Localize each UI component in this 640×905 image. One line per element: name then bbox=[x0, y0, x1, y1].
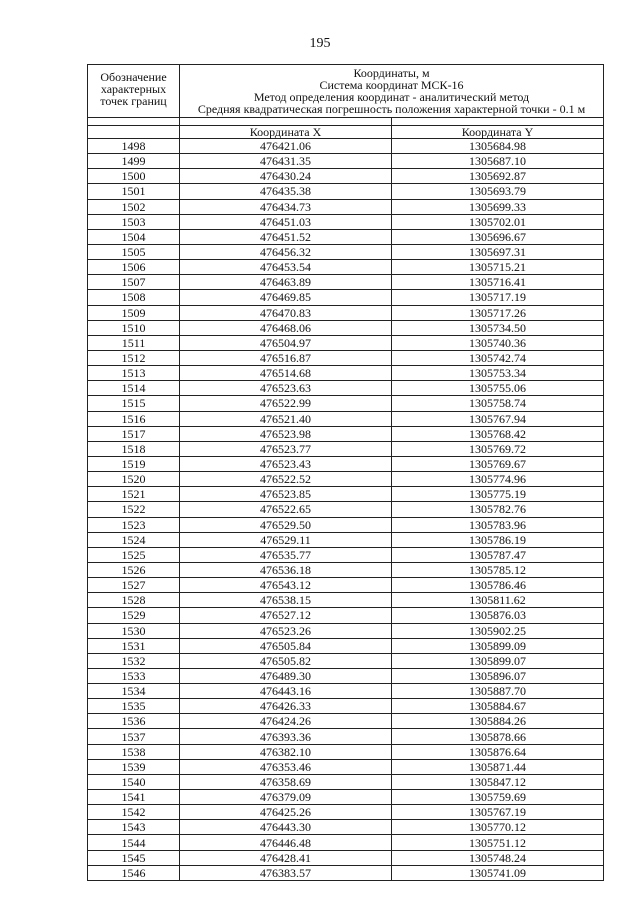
table-row bbox=[88, 517, 604, 532]
header-method: Метод определения координат - аналитический метод bbox=[253, 90, 530, 104]
coordinate-x-cell: 476527.12 bbox=[180, 608, 392, 623]
coordinate-x-cell: 476443.30 bbox=[180, 820, 392, 835]
coordinate-x-cell: 476421.06 bbox=[180, 139, 392, 154]
point-id-cell: 1503 bbox=[88, 214, 180, 229]
coordinate-y-cell: 1305696.67 bbox=[392, 229, 604, 244]
coordinate-y-cell: 1305786.19 bbox=[392, 532, 604, 547]
coordinate-x-cell: 476382.10 bbox=[180, 744, 392, 759]
coordinate-x-cell: 476523.43 bbox=[180, 456, 392, 471]
table-row bbox=[88, 214, 604, 229]
table-row bbox=[88, 275, 604, 290]
coordinate-x-cell: 476463.89 bbox=[180, 275, 392, 290]
coordinate-x-cell: 476536.18 bbox=[180, 562, 392, 577]
coordinate-x-cell: 476529.11 bbox=[180, 532, 392, 547]
coordinate-y-cell: 1305847.12 bbox=[392, 774, 604, 789]
point-id-cell: 1524 bbox=[88, 532, 180, 547]
point-id-cell: 1506 bbox=[88, 260, 180, 275]
coordinate-y-cell: 1305775.19 bbox=[392, 487, 604, 502]
table-row bbox=[88, 820, 604, 835]
point-id-cell: 1543 bbox=[88, 820, 180, 835]
table-row bbox=[88, 729, 604, 744]
coordinate-x-cell: 476514.68 bbox=[180, 366, 392, 381]
coordinate-x-cell: 476538.15 bbox=[180, 593, 392, 608]
point-id-cell: 1507 bbox=[88, 275, 180, 290]
coordinate-y-cell: 1305887.70 bbox=[392, 684, 604, 699]
coordinate-y-cell: 1305884.67 bbox=[392, 699, 604, 714]
point-id-cell: 1505 bbox=[88, 244, 180, 259]
table-row bbox=[88, 744, 604, 759]
coordinate-x-cell: 476470.83 bbox=[180, 305, 392, 320]
point-id-cell: 1541 bbox=[88, 790, 180, 805]
point-id-cell: 1504 bbox=[88, 229, 180, 244]
coordinate-y-cell: 1305787.47 bbox=[392, 547, 604, 562]
table-row bbox=[88, 244, 604, 259]
table-row bbox=[88, 456, 604, 471]
coordinate-y-cell: 1305717.26 bbox=[392, 305, 604, 320]
coordinates-header bbox=[180, 65, 604, 118]
coordinate-x-cell: 476426.33 bbox=[180, 699, 392, 714]
table-row bbox=[88, 139, 604, 154]
header-system: Система координат МСК-16 bbox=[319, 78, 464, 92]
table-row bbox=[88, 532, 604, 547]
coordinate-y-cell: 1305769.67 bbox=[392, 456, 604, 471]
table-row bbox=[88, 487, 604, 502]
coordinate-x-cell: 476522.52 bbox=[180, 472, 392, 487]
table-row bbox=[88, 805, 604, 820]
table-row bbox=[88, 638, 604, 653]
table-row bbox=[88, 320, 604, 335]
coordinate-y-cell: 1305717.19 bbox=[392, 290, 604, 305]
coordinate-y-cell: 1305876.64 bbox=[392, 744, 604, 759]
point-id-cell: 1512 bbox=[88, 350, 180, 365]
coordinate-x-cell: 476446.48 bbox=[180, 835, 392, 850]
coordinate-x-cell: 476535.77 bbox=[180, 547, 392, 562]
coordinate-y-cell: 1305899.09 bbox=[392, 638, 604, 653]
table-row bbox=[88, 184, 604, 199]
coordinate-y-cell: 1305693.79 bbox=[392, 184, 604, 199]
point-label-line: Обозначение bbox=[100, 70, 167, 84]
point-id-cell: 1515 bbox=[88, 396, 180, 411]
coordinate-y-cell: 1305878.66 bbox=[392, 729, 604, 744]
coordinate-y-cell: 1305899.07 bbox=[392, 653, 604, 668]
coordinate-x-cell: 476523.77 bbox=[180, 441, 392, 456]
table-row bbox=[88, 154, 604, 169]
coordinate-x-cell: 476435.38 bbox=[180, 184, 392, 199]
coordinate-y-cell: 1305876.03 bbox=[392, 608, 604, 623]
coordinate-x-cell: 476456.32 bbox=[180, 244, 392, 259]
coordinate-x-cell: 476443.16 bbox=[180, 684, 392, 699]
table-row bbox=[88, 562, 604, 577]
table-row bbox=[88, 199, 604, 214]
coordinate-x-cell: 476434.73 bbox=[180, 199, 392, 214]
point-id-cell: 1539 bbox=[88, 759, 180, 774]
coordinate-y-cell: 1305687.10 bbox=[392, 154, 604, 169]
table-row bbox=[88, 623, 604, 638]
point-id-cell: 1532 bbox=[88, 653, 180, 668]
coordinate-x-cell: 476504.97 bbox=[180, 335, 392, 350]
point-id-cell: 1536 bbox=[88, 714, 180, 729]
point-id-cell: 1499 bbox=[88, 154, 180, 169]
table-row bbox=[88, 578, 604, 593]
coordinate-y-cell: 1305755.06 bbox=[392, 381, 604, 396]
coordinate-y-cell: 1305702.01 bbox=[392, 214, 604, 229]
coordinate-y-cell: 1305902.25 bbox=[392, 623, 604, 638]
table-row bbox=[88, 668, 604, 683]
point-id-cell: 1511 bbox=[88, 335, 180, 350]
coordinate-x-cell: 476358.69 bbox=[180, 774, 392, 789]
coordinate-y-cell: 1305741.09 bbox=[392, 865, 604, 880]
coordinate-y-cell: 1305768.42 bbox=[392, 426, 604, 441]
table-row bbox=[88, 169, 604, 184]
coordinate-x-cell: 476425.26 bbox=[180, 805, 392, 820]
coordinate-x-cell: 476523.26 bbox=[180, 623, 392, 638]
table-row bbox=[88, 790, 604, 805]
coordinate-x-cell: 476523.98 bbox=[180, 426, 392, 441]
coordinate-y-cell: 1305692.87 bbox=[392, 169, 604, 184]
point-id-cell: 1518 bbox=[88, 441, 180, 456]
table-row bbox=[88, 396, 604, 411]
coordinate-x-cell: 476428.41 bbox=[180, 850, 392, 865]
coordinate-x-cell: 476522.99 bbox=[180, 396, 392, 411]
subheader-row bbox=[88, 126, 604, 139]
table-row bbox=[88, 472, 604, 487]
coordinate-y-cell: 1305758.74 bbox=[392, 396, 604, 411]
point-id-cell: 1537 bbox=[88, 729, 180, 744]
coordinate-x-cell: 476430.24 bbox=[180, 169, 392, 184]
table-row bbox=[88, 653, 604, 668]
coordinate-x-cell: 476521.40 bbox=[180, 411, 392, 426]
coordinate-y-cell: 1305742.74 bbox=[392, 350, 604, 365]
table-row bbox=[88, 850, 604, 865]
point-id-cell: 1534 bbox=[88, 684, 180, 699]
coordinate-x-cell: 476353.46 bbox=[180, 759, 392, 774]
table-row bbox=[88, 699, 604, 714]
coordinate-x-cell: 476505.82 bbox=[180, 653, 392, 668]
table-row bbox=[88, 229, 604, 244]
point-id-cell: 1529 bbox=[88, 608, 180, 623]
point-id-cell: 1510 bbox=[88, 320, 180, 335]
coordinate-x-cell: 476529.50 bbox=[180, 517, 392, 532]
coordinates-table bbox=[87, 64, 604, 881]
table-row bbox=[88, 865, 604, 880]
table-row bbox=[88, 714, 604, 729]
coordinate-x-cell: 476516.87 bbox=[180, 350, 392, 365]
table-row bbox=[88, 290, 604, 305]
point-id-cell: 1527 bbox=[88, 578, 180, 593]
point-id-cell: 1535 bbox=[88, 699, 180, 714]
coordinate-x-cell: 476543.12 bbox=[180, 578, 392, 593]
coordinate-x-cell: 476379.09 bbox=[180, 790, 392, 805]
coordinate-y-cell: 1305753.34 bbox=[392, 366, 604, 381]
point-id-cell: 1501 bbox=[88, 184, 180, 199]
header-accuracy: Средняя квадратическая погрешность положения характерной точки - 0.1 м bbox=[197, 102, 586, 116]
coordinate-x-cell: 476383.57 bbox=[180, 865, 392, 880]
point-id-cell: 1540 bbox=[88, 774, 180, 789]
point-id-cell: 1513 bbox=[88, 366, 180, 381]
coordinate-y-cell: 1305783.96 bbox=[392, 517, 604, 532]
table-row bbox=[88, 260, 604, 275]
coordinate-y-cell: 1305774.96 bbox=[392, 472, 604, 487]
coordinate-y-cell: 1305684.98 bbox=[392, 139, 604, 154]
table-row bbox=[88, 608, 604, 623]
coordinate-x-cell: 476505.84 bbox=[180, 638, 392, 653]
coordinate-y-cell: 1305769.72 bbox=[392, 441, 604, 456]
point-id-cell: 1538 bbox=[88, 744, 180, 759]
coordinate-y-cell: 1305871.44 bbox=[392, 759, 604, 774]
point-id-cell: 1526 bbox=[88, 562, 180, 577]
point-id-cell: 1546 bbox=[88, 865, 180, 880]
coordinate-x-cell: 476489.30 bbox=[180, 668, 392, 683]
coordinate-y-cell: 1305884.26 bbox=[392, 714, 604, 729]
point-id-cell: 1517 bbox=[88, 426, 180, 441]
coordinate-y-cell: 1305734.50 bbox=[392, 320, 604, 335]
table-row bbox=[88, 835, 604, 850]
point-label-line: точек границ bbox=[100, 94, 167, 108]
coordinate-y-cell: 1305740.36 bbox=[392, 335, 604, 350]
table-row bbox=[88, 381, 604, 396]
point-label-line: характерных bbox=[100, 82, 167, 96]
point-id-cell: 1533 bbox=[88, 668, 180, 683]
coordinate-y-cell: 1305716.41 bbox=[392, 275, 604, 290]
point-id-cell: 1520 bbox=[88, 472, 180, 487]
point-id-cell: 1521 bbox=[88, 487, 180, 502]
table-row bbox=[88, 684, 604, 699]
table-row bbox=[88, 350, 604, 365]
coordinate-y-cell: 1305811.62 bbox=[392, 593, 604, 608]
table-row bbox=[88, 411, 604, 426]
point-id-cell: 1531 bbox=[88, 638, 180, 653]
point-id-cell: 1500 bbox=[88, 169, 180, 184]
header-row bbox=[88, 65, 604, 118]
coordinate-x-cell: 476451.03 bbox=[180, 214, 392, 229]
coordinate-x-cell: 476523.85 bbox=[180, 487, 392, 502]
point-id-cell: 1519 bbox=[88, 456, 180, 471]
table-row bbox=[88, 305, 604, 320]
coordinate-x-cell: 476393.36 bbox=[180, 729, 392, 744]
coordinate-x-cell: 476522.65 bbox=[180, 502, 392, 517]
coordinate-x-cell: 476468.06 bbox=[180, 320, 392, 335]
header-title: Координаты, м bbox=[353, 66, 430, 80]
table-row bbox=[88, 759, 604, 774]
coordinate-x-cell: 476424.26 bbox=[180, 714, 392, 729]
coordinate-x-cell: 476469.85 bbox=[180, 290, 392, 305]
table-row bbox=[88, 593, 604, 608]
column-y-header: Координата Y bbox=[392, 126, 604, 139]
coordinate-y-cell: 1305767.94 bbox=[392, 411, 604, 426]
coordinate-y-cell: 1305785.12 bbox=[392, 562, 604, 577]
coordinate-y-cell: 1305751.12 bbox=[392, 835, 604, 850]
table-row bbox=[88, 774, 604, 789]
coordinate-y-cell: 1305697.31 bbox=[392, 244, 604, 259]
point-id-cell: 1542 bbox=[88, 805, 180, 820]
table-row bbox=[88, 335, 604, 350]
point-id-cell: 1502 bbox=[88, 199, 180, 214]
point-label-header bbox=[88, 65, 180, 118]
point-id-cell: 1514 bbox=[88, 381, 180, 396]
coordinate-y-cell: 1305748.24 bbox=[392, 850, 604, 865]
table-row bbox=[88, 366, 604, 381]
table-row bbox=[88, 426, 604, 441]
point-id-cell: 1545 bbox=[88, 850, 180, 865]
subheader-empty bbox=[88, 126, 180, 139]
point-id-cell: 1544 bbox=[88, 835, 180, 850]
coordinate-x-cell: 476523.63 bbox=[180, 381, 392, 396]
coordinate-y-cell: 1305699.33 bbox=[392, 199, 604, 214]
coordinate-x-cell: 476451.52 bbox=[180, 229, 392, 244]
point-id-cell: 1530 bbox=[88, 623, 180, 638]
coordinate-y-cell: 1305896.07 bbox=[392, 668, 604, 683]
coordinate-y-cell: 1305782.76 bbox=[392, 502, 604, 517]
coordinate-y-cell: 1305786.46 bbox=[392, 578, 604, 593]
point-id-cell: 1528 bbox=[88, 593, 180, 608]
point-id-cell: 1523 bbox=[88, 517, 180, 532]
point-id-cell: 1509 bbox=[88, 305, 180, 320]
coordinate-y-cell: 1305767.19 bbox=[392, 805, 604, 820]
point-id-cell: 1508 bbox=[88, 290, 180, 305]
blank-cell bbox=[88, 118, 180, 126]
coordinate-x-cell: 476453.54 bbox=[180, 260, 392, 275]
point-id-cell: 1516 bbox=[88, 411, 180, 426]
coordinate-y-cell: 1305770.12 bbox=[392, 820, 604, 835]
page-number: 195 bbox=[309, 36, 331, 51]
column-x-header: Координата X bbox=[180, 126, 392, 139]
table-row bbox=[88, 502, 604, 517]
point-id-cell: 1498 bbox=[88, 139, 180, 154]
coordinate-y-cell: 1305759.69 bbox=[392, 790, 604, 805]
point-id-cell: 1525 bbox=[88, 547, 180, 562]
coordinate-y-cell: 1305715.21 bbox=[392, 260, 604, 275]
table-row bbox=[88, 547, 604, 562]
coordinate-x-cell: 476431.35 bbox=[180, 154, 392, 169]
table-body bbox=[88, 65, 604, 881]
table-row bbox=[88, 441, 604, 456]
point-id-cell: 1522 bbox=[88, 502, 180, 517]
